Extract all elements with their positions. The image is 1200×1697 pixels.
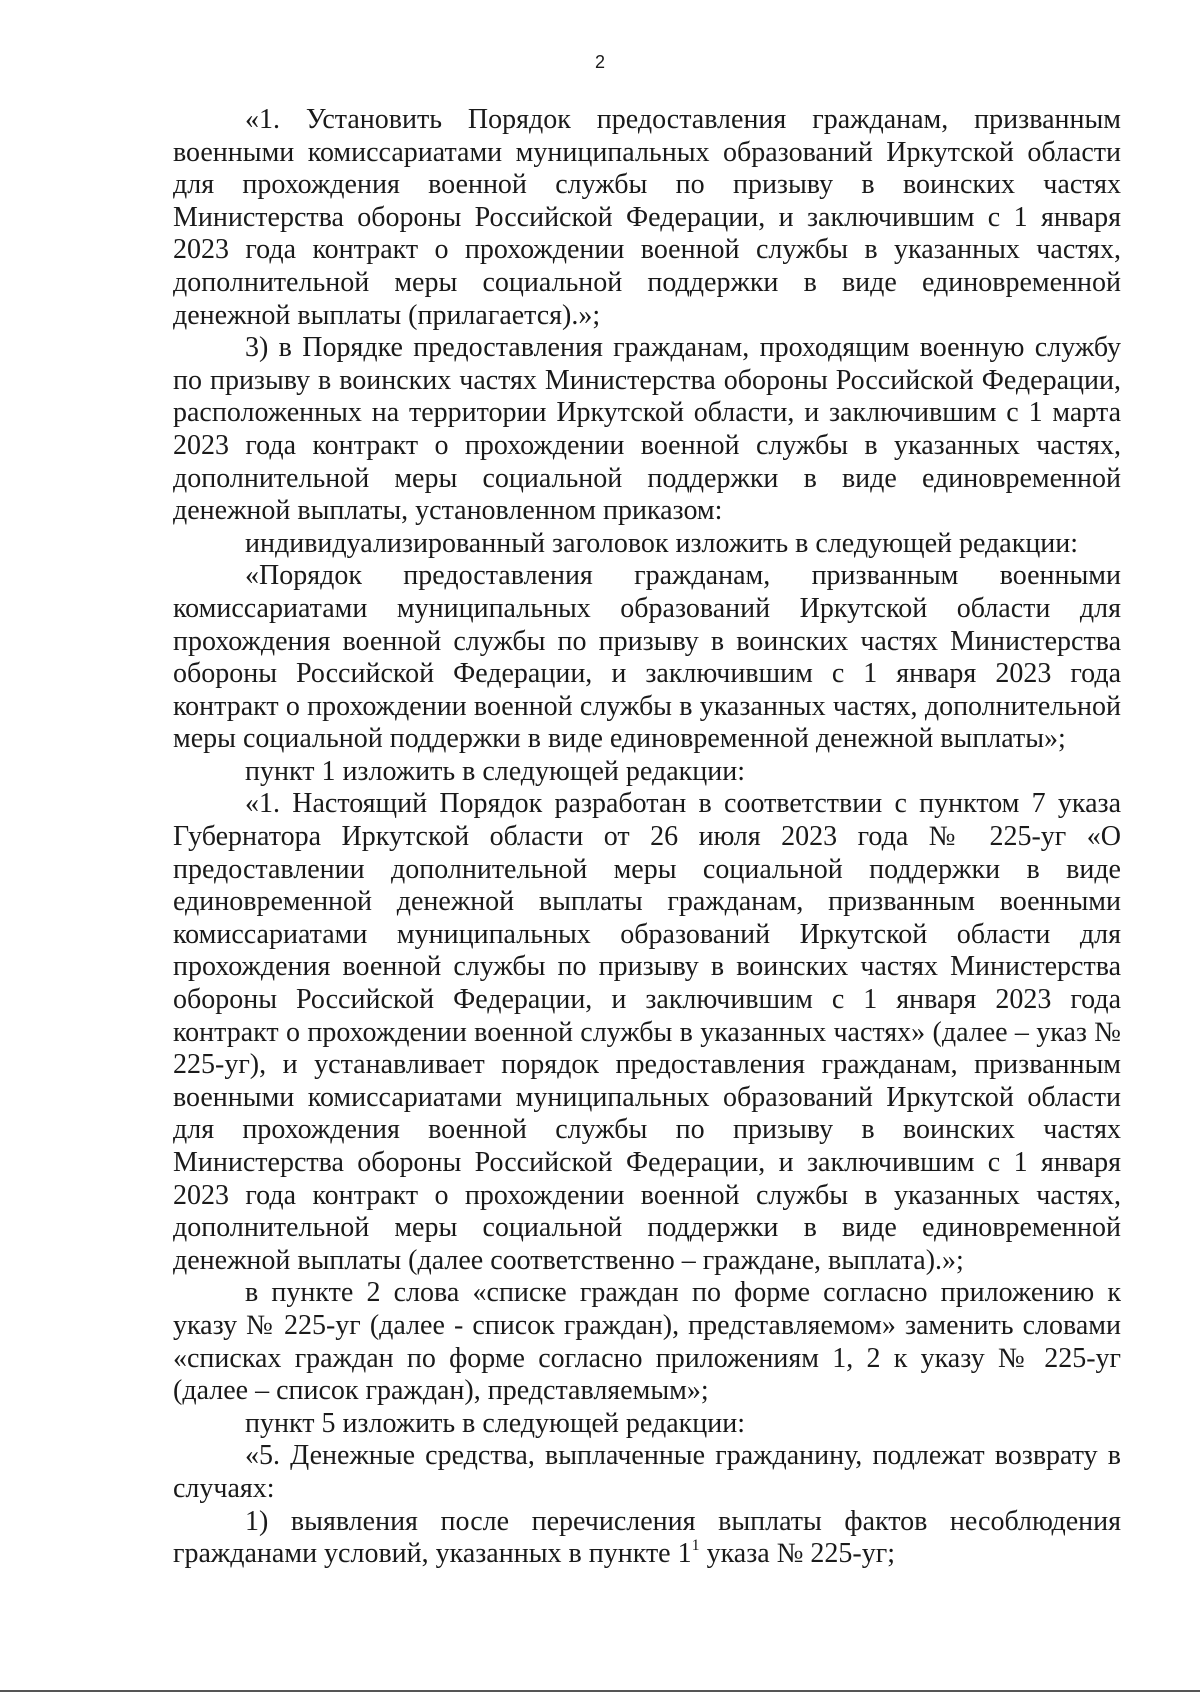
paragraph: «1. Установить Порядок предоставления гражданам, призванным военными комиссариатами муниципальных образований Иркутской области для прохождения военной службы по призыву в воинских частях Министерства обороны Российской Федерации, и заключившим с 1 января 2023 года контракт о прохождении военной службы в указанных частях, дополнительной меры социальной поддержки в виде единовременной денежной выплаты (прилагается).»; xyxy=(173,104,1121,331)
superscript: 1 xyxy=(691,1536,700,1554)
page-bottom-edge xyxy=(0,1690,1200,1692)
document-body xyxy=(173,104,1121,1571)
paragraph: «1. Настоящий Порядок разработан в соответствии с пунктом 7 указа Губернатора Иркутской области от 26 июля 2023 года № 225-уг «О предоставлении дополнительной меры социальной поддержки в виде единовременной денежной выплаты гражданам, призванным военными комиссариатами муниципальных образований Иркутской области для прохождения военной службы по призыву в воинских частях Министерства обороны Российской Федерации, и заключившим с 1 января 2023 года контракт о прохождении военной службы в указанных частях» (далее – указ № 225-уг), и устанавливает порядок предоставления гражданам, призванным военными комиссариатами муниципальных образований Иркутской области для прохождения военной службы по призыву в воинских частях Министерства обороны Российской Федерации, и заключившим с 1 января 2023 года контракт о прохождении военной службы в указанных частях, дополнительной меры социальной поддержки в виде единовременной денежной выплаты (далее соответственно – граждане, выплата).»; xyxy=(173,788,1121,1276)
paragraph: «Порядок предоставления гражданам, призванным военными комиссариатами муниципальных образований Иркутской области для прохождения военной службы по призыву в воинских частях Министерства обороны Российской Федерации, и заключившим с 1 января 2023 года контракт о прохождении военной службы в указанных частях, дополнительной меры социальной поддержки в виде единовременной денежной выплаты»; xyxy=(173,560,1121,755)
paragraph-text: 1) выявления после перечисления выплаты фактов несоблюдения гражданами условий, указанных в пункте 1 xyxy=(173,1505,1121,1570)
paragraph: пункт 5 изложить в следующей редакции: xyxy=(245,1407,745,1439)
paragraph-text: указа № 225-уг; xyxy=(699,1538,896,1570)
page-number: 2 xyxy=(594,52,605,72)
paragraph: 3) в Порядке предоставления гражданам, проходящим военную службу по призыву в воинских частях Министерства обороны Российской Федерации, расположенных на территории Иркутской области, и заключившим с 1 марта 2023 года контракт о прохождении военной службы в указанных частях, дополнительной меры социальной поддержки в виде единовременной денежной выплаты, установленном приказом: xyxy=(173,332,1121,527)
paragraph: индивидуализированный заголовок изложить в следующей редакции: xyxy=(245,527,1079,559)
paragraph xyxy=(173,1506,1121,1571)
paragraph: в пункте 2 слова «списке граждан по форме согласно приложению к указу № 225-уг (далее - список граждан), представляемом» заменить словами «списках граждан по форме согласно приложениям 1, 2 к указу № 225-уг (далее – список граждан), представляемым»; xyxy=(173,1277,1121,1407)
paragraph: пункт 1 изложить в следующей редакции: xyxy=(245,755,745,787)
paragraph: «5. Денежные средства, выплаченные гражданину, подлежат возврату в случаях: xyxy=(173,1440,1121,1504)
